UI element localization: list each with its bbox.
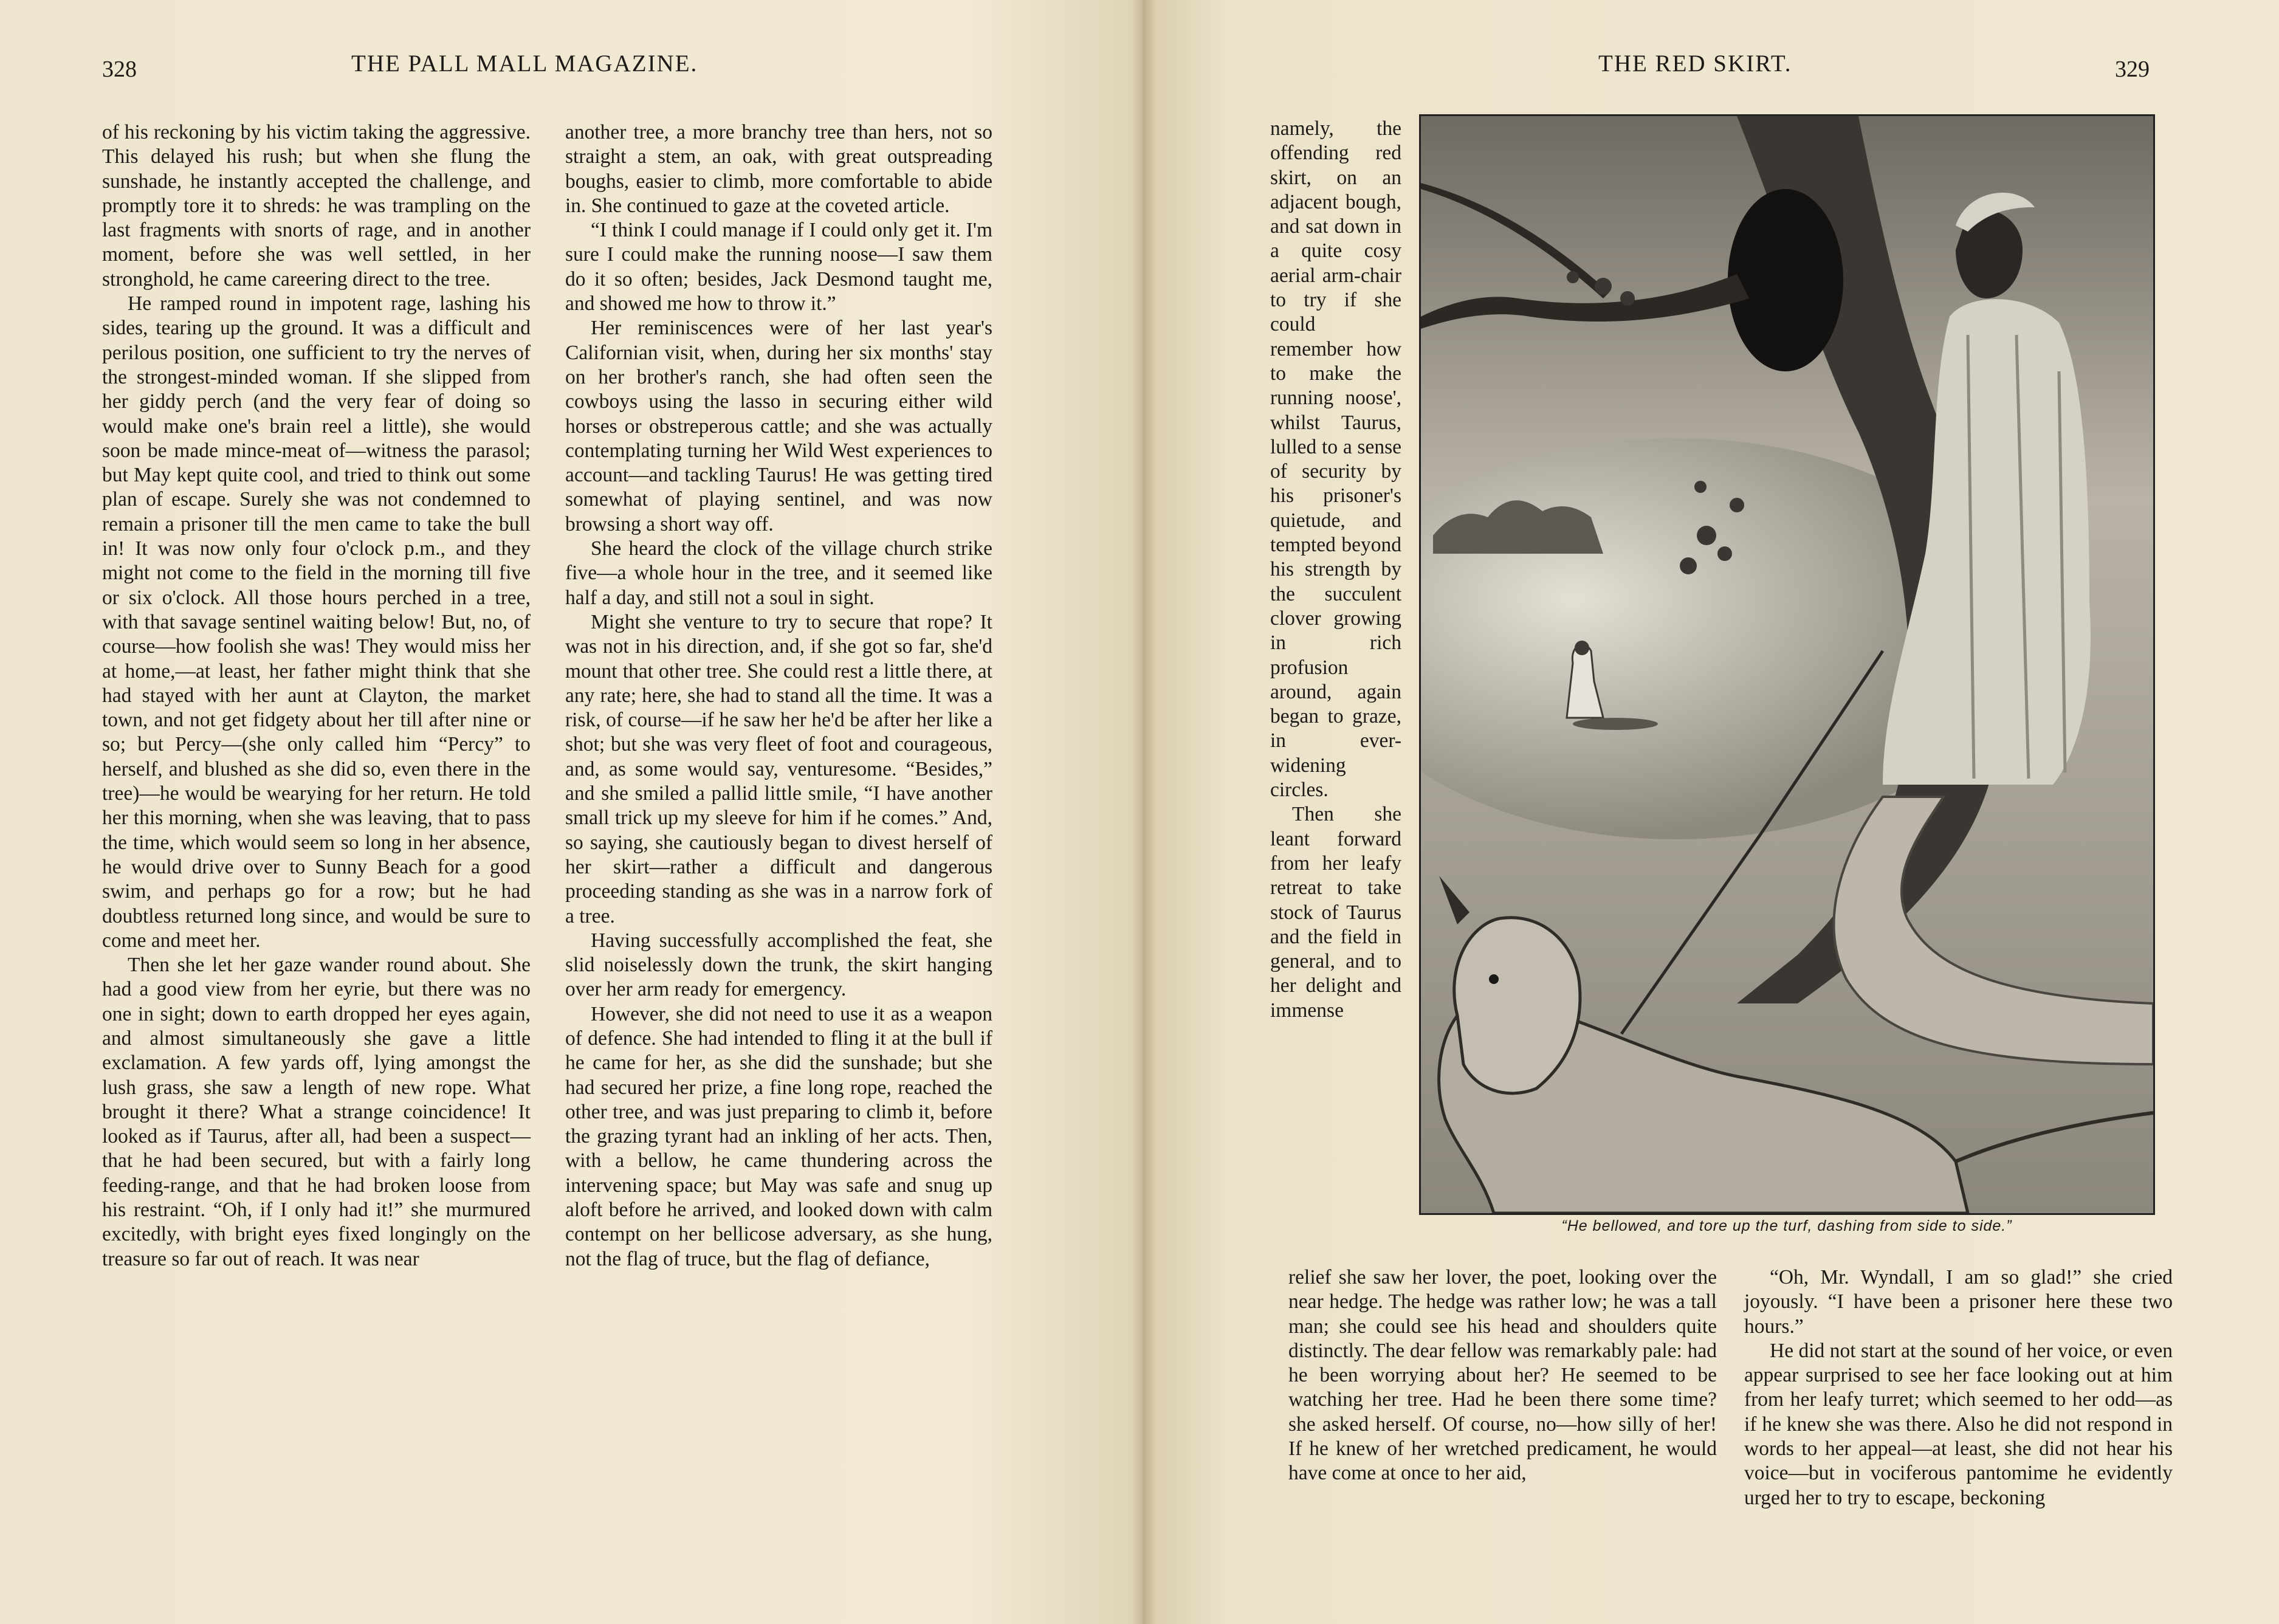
paragraph: He ramped round in impotent rage, lashing his sides, tearing up the ground. It was a difficult and perilous position, one sufficient to try the nerves of the strongest-minded woman. If she slipped from her giddy perch (and the very fear of doing so would make one's brain reel a little), she would soon be made mince-meat of—witness the parasol; but May kept quite cool, and tried to think out some plan of escape. Surely she was not condemned to remain a prisoner till the men came to take the bull in! It was now only four o'clock p.m., and they might not come to the field in the morning till five or six o'clock. All those hours perched in a tree, with that savage sentinel waiting below! But, no, of course—how foolish she was! They would miss her at home,—at least, her father might think that she had stayed with her aunt at Clayton, the market town, and not get fidgety about her till after nine or so; but Percy—(she only called him “Percy” to herself, and blushed as she did so, even there in the tree)—he would be wearying for her return. He told her this morning, when she was leaving, that to pass the time, which would seem so long in her absence, he would drive over to Sunny Beach for a good swim, and perhaps go for a row; but he had doubtless returned long since, and would be sure to come and meet her. [102, 292, 531, 952]
right-page-number: 329 [2115, 57, 2150, 82]
illustration-caption: “He bellowed, and tore up the turf, dashing from side to side.” [1561, 1217, 2012, 1234]
paragraph: “I think I could manage if I could only get it. I'm sure I could make the running noose—I saw them do it so often; besides, Jack Desmond taught me, and showed me how to throw it.” [565, 219, 992, 315]
illustration-drawing [1421, 116, 2153, 1213]
paragraph: Having successfully accomplished the feat, she slid noiselessly down the trunk, the skirt hanging over her arm ready for emergency. [565, 929, 992, 1001]
right-column-1 [1288, 1265, 1717, 1486]
paragraph: relief she saw her lover, the poet, looking over the near hedge. The hedge was rather low; he was a tall man; she could see his head and shoulders quite distinctly. The dear fellow was remarkably pale: had he been worrying about her? He seemed to be watching her tree. Had he been there some time? she asked herself. Of course, no—how silly of her! If he knew of her wretched predicament, he would have come at once to her aid, [1288, 1266, 1717, 1485]
left-column-2 [565, 120, 992, 1271]
right-column-2 [1744, 1265, 2173, 1510]
paragraph: another tree, a more branchy tree than hers, not so straight a stem, an oak, with great outspreading boughs, easier to climb, more comfortable to abide in. She continued to gaze at the coveted article. [565, 121, 992, 217]
paragraph: She heard the clock of the village church strike five—a whole hour in the tree, and it seemed like half a day, and still not a soul in sight. [565, 537, 992, 609]
paragraph: He did not start at the sound of her voice, or even appear surprised to see her face looking out at him from her leafy turret; which seemed to her odd—as if he knew she was there. Also he did not respond in words to her appeal—at least, she did not hear his voice—but in vociferous pantomime he evidently urged her to try to escape, beckoning [1744, 1339, 2173, 1509]
paragraph: of his reckoning by his victim taking the aggressive. This delayed his rush; but when she flung the sunshade, he instantly accepted the challenge, and promptly tore it to shreds: he was trampling on the last fragments with snorts of rage, and in another moment, before she was well settled, in her stronghold, he came careering direct to the tree. [102, 121, 531, 291]
paragraph: Might she venture to try to secure that rope? It was not in his direction, and, if she got so far, she'd mount that other tree. She could rest a little there, at any rate; here, she had to stand all the time. It was a risk, of course—if he saw her he'd be after her like a shot; but she was very fleet of foot and courageous, and, as some would say, venturesome. “Besides,” and she smiled a pallid little smile, “I have another small trick up my sleeve for him if he comes.” And, so saying, she cautiously began to divest herself of her skirt—rather a difficult and dangerous proceeding standing as she was in a narrow fork of a tree. [565, 610, 992, 927]
paragraph: However, she did not need to use it as a weapon of defence. She had intended to fling it at the bull if he came for her, as she did the sunshade; but she had secured her prize, a fine long rope, reached the other tree, and was just preparing to climb it, before the grazing tyrant had an inkling of her acts. Then, with a bellow, he came thundering across the intervening space; but May was safe and snug up aloft before he arrived, and looked down with calm contempt on her bellicose adversary, as she hung, not the flag of truce, but the flag of defiance, [565, 1002, 992, 1270]
paragraph: Her reminiscences were of her last year's Californian visit, when, during her six months' stay on her brother's ranch, she had often seen the cowboys using the lasso in securing either wild horses or obstreperous cattle; and she was actually contemplating turning her Wild West experiences to account—and tackling Taurus! He was getting tired somewhat of playing sentinel, and was now browsing a short way off. [565, 317, 992, 535]
right-running-head: THE RED SKIRT. [1598, 50, 1792, 77]
paragraph: namely, the offending red skirt, on an adjacent bough, and sat down in a quite cosy aerial arm-chair to try if she could remember how to make the running noose', whilst Taurus, lulled to a sense of security by his prisoner's quietude, and tempted beyond his strength by the succulent clover growing in rich profusion around, again began to graze, in ever-widening circles. [1270, 117, 1401, 802]
paragraph: Then she leant forward from her leafy retreat to take stock of Taurus and the field in general, and to her delight and immense [1270, 803, 1401, 1022]
book-gutter [1132, 0, 1156, 1624]
left-page-number: 328 [102, 57, 137, 82]
left-column-1 [102, 120, 531, 1271]
paragraph: Then she let her gaze wander round about. She had a good view from her eyrie, but there was no one in sight; down to earth dropped her eyes again, and almost simultaneously she gave a little exclamation. A few yards off, lying amongst the lush grass, she saw a length of new rope. What brought it there? What a strange coincidence! It looked as if Taurus, after all, had been a suspect—that he had been secured, but with a fairly long feeding-range, and that he had broken loose from his restraint. “Oh, if I only had it!” she murmured excitedly, with bright eyes fixed longingly on the treasure so far out of reach. It was near [102, 954, 531, 1270]
right-side-column [1270, 117, 1401, 1023]
left-running-head: THE PALL MALL MAGAZINE. [351, 50, 698, 77]
illustration-plate [1419, 114, 2155, 1215]
paragraph: “Oh, Mr. Wyndall, I am so glad!” she cried joyously. “I have been a prisoner here these two hours.” [1744, 1266, 2173, 1338]
